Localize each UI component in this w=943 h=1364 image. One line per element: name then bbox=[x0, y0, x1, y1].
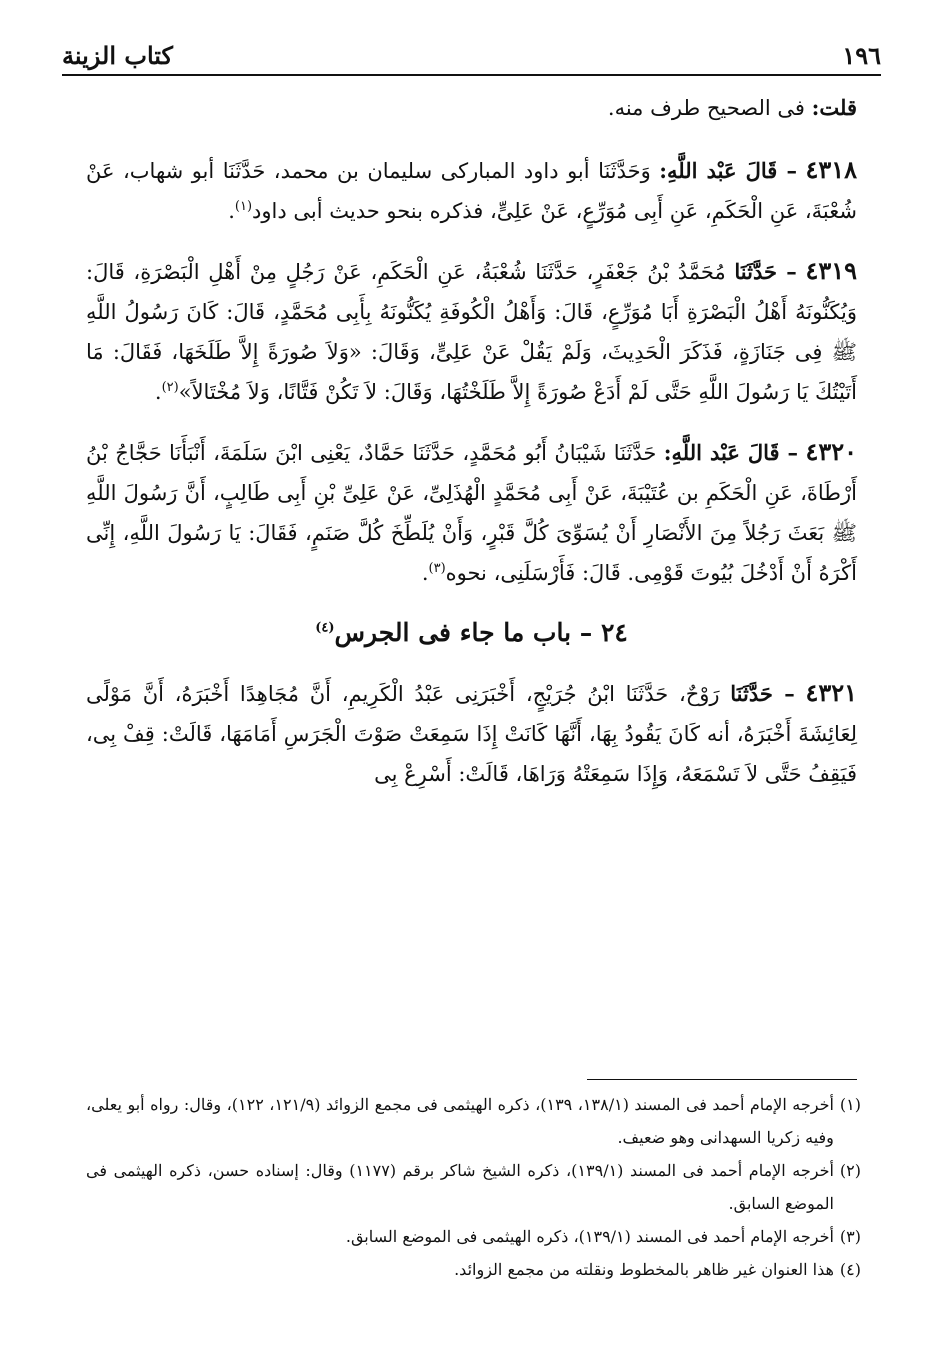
hadith-lead: – حَدَّثَنَا bbox=[734, 259, 797, 284]
footnote-2 bbox=[86, 1154, 861, 1220]
hadith-lead: – قَالَ عَبْد اللَّهِ: bbox=[663, 440, 799, 465]
footnote-ref: (٢) bbox=[161, 380, 179, 395]
page-number: ١٩٦ bbox=[842, 41, 881, 70]
main-text bbox=[86, 88, 857, 814]
footnotes bbox=[86, 1088, 861, 1286]
footnote-ref: (٤) bbox=[315, 620, 335, 636]
footnote-4 bbox=[86, 1253, 861, 1286]
footnote-text: هذا العنوان غير ظاهر بالمخطوط ونقلته من مجمع الزوائد. bbox=[454, 1260, 834, 1279]
hadith-lead: – حَدَّثَنَا bbox=[730, 681, 795, 706]
footnote-1 bbox=[86, 1088, 861, 1154]
book-title: كتاب الزينة bbox=[62, 41, 173, 70]
hadith-4319 bbox=[86, 251, 857, 412]
footnote-ref: (١) bbox=[234, 199, 253, 214]
hadith-end: . bbox=[228, 199, 235, 223]
hadith-text: وَحَدَّثَنَا أبو داود المباركى سليمان بن محمد، حَدَّثَنَا أبو شهاب، عَنْ شُعْبَةَ، عَنِ الْحَكَمِ، عَنِ أَبِى مُوَرِّعٍ، عَنْ عَلِىٍّ، فذكره بنحو حديث أبى داود bbox=[86, 159, 857, 223]
hadith-text: رَوْحٌ، حَدَّثَنَا ابْنُ جُرَيْجٍ، أَخْبَرَنِى عَبْدُ الْكَرِيمِ، أَنَّ مُجَاهِدًا أَخْبَرَهُ، أَنَّ مَوْلًى لِعَائِشَةَ أَخْبَرَهُ، أنه كَانَ يَقُودُ بِهَا، أَنَّهَا كَانَتْ إِذَا سَمِعَتْ صَوْتَ الْجَرَسِ أَمَامَهَا، قَالَتْ: قِفْ بِى، فَيَقِفُ حَتَّى لاَ تَسْمَعَهُ، وَإِذَا سَمِعَتْهُ وَرَاهَا، قَالَتْ: أَسْرِعْ بِى bbox=[86, 682, 857, 786]
footnote-ref: (٣) bbox=[428, 561, 446, 576]
hadith-text: حَدَّثَنَا شَيْبَانُ أَبُو مُحَمَّدٍ، حَدَّثَنَا حَمَّادٌ، يَعْنِى ابْنَ سَلَمَةَ، أَنْبَأَنَا حَجَّاجُ بْنُ أَرْطَاةَ، عَنِ الْحَكَمِ بن عُتَيْبَةَ، عَنْ أَبِى مُحَمَّدٍ الْهُذَلِىِّ، عَنْ عَلِىِّ بْنِ أَبِى طَالِبٍ، أَنَّ رَسُولَ اللَّهِ ﷺ بَعَثَ رَجُلاً مِنَ الأَنْصَارِ أَنْ يُسَوِّىَ كُلَّ قَبْرٍ، وَأَنْ يُلَطِّخَ كُلَّ صَنَمٍ، فَقَالَ: يَا رَسُولَ اللَّهِ، إِنِّى أَكْرَهُ أَنْ أَدْخُلَ بُيُوتَ قَوْمِى. قَالَ: فَأَرْسَلَنِى، نحوه bbox=[86, 441, 857, 585]
hadith-4321 bbox=[86, 673, 857, 794]
header-rule bbox=[62, 74, 881, 76]
footnote-mark: (١) bbox=[839, 1095, 861, 1114]
page-header bbox=[62, 34, 881, 70]
footnote-text: أخرجه الإمام أحمد فى المسند (١٣٩/١)، ذكره الشيخ شاكر برقم (١١٧٧) وقال: إسناده حسن، ذكره الهيثمى فى الموضع السابق. bbox=[86, 1161, 834, 1213]
hadith-text: مُحَمَّدُ بْنُ جَعْفَرٍ، حَدَّثَنَا شُعْبَةُ، عَنِ الْحَكَمِ، عَنْ رَجُلٍ مِنْ أَهْلِ الْبَصْرَةِ، قَالَ: وَيُكَنُّونَهُ أَهْلُ الْبَصْرَةِ أَبَا مُوَرِّعٍ، قَالَ: وَأَهْلُ الْكُوفَةِ يُكَنُّونَهُ بِأَبِى مُحَمَّدٍ، قَالَ: كَانَ رَسُولُ اللَّهِ ﷺ فِى جَنَازَةٍ، فَذَكَرَ الْحَدِيثَ، وَلَمْ يَقُلْ عَنْ عَلِىٍّ، وَقَالَ: «وَلاَ صُورَةً إِلاَّ طَلَخَهَا، فَقَالَ: مَا أَتَيْتُكَ يَا رَسُولَ اللَّهِ حَتَّى لَمْ أَدَعْ صُورَةً إِلاَّ طَلَخْتُهَا، وَقَالَ: لاَ تَكُنْ فَتَّانًا، وَلاَ مُخْتَالاً» bbox=[86, 260, 857, 404]
footnote-separator bbox=[587, 1079, 857, 1080]
hadith-4318 bbox=[86, 150, 857, 231]
hadith-end: . bbox=[154, 380, 162, 404]
footnote-text: أخرجه الإمام أحمد فى المسند (١٣٩/١)، ذكره الهيثمى فى الموضع السابق. bbox=[345, 1227, 834, 1246]
section-title-text: ٢٤ – باب ما جاء فى الجرس bbox=[334, 618, 628, 647]
intro-text: فى الصحيح طرف منه. bbox=[607, 96, 812, 120]
footnote-3 bbox=[86, 1220, 861, 1253]
footnote-text: أخرجه الإمام أحمد فى المسند (١٣٨/١، ١٣٩)، ذكره الهيثمى فى مجمع الزوائد (١٢١/٩، ١٢٢)، وقال: رواه أبو يعلى، وفيه زكريا السهدانى وهو ضعيف. bbox=[86, 1095, 834, 1147]
section-heading bbox=[86, 613, 857, 653]
hadith-number: ٤٣١٨ bbox=[805, 155, 858, 184]
hadith-number: ٤٣٢١ bbox=[805, 678, 857, 707]
intro-paragraph bbox=[86, 88, 857, 128]
hadith-end: . bbox=[421, 561, 429, 585]
hadith-4320 bbox=[86, 432, 857, 593]
hadith-lead: – قَالَ عَبْد اللَّهِ: bbox=[659, 158, 797, 183]
footnote-mark: (٢) bbox=[839, 1161, 861, 1180]
hadith-number: ٤٣١٩ bbox=[805, 256, 857, 285]
hadith-number: ٤٣٢٠ bbox=[805, 437, 857, 466]
footnote-mark: (٤) bbox=[839, 1260, 861, 1279]
intro-lead: قلت: bbox=[811, 95, 857, 120]
footnote-mark: (٣) bbox=[839, 1227, 861, 1246]
